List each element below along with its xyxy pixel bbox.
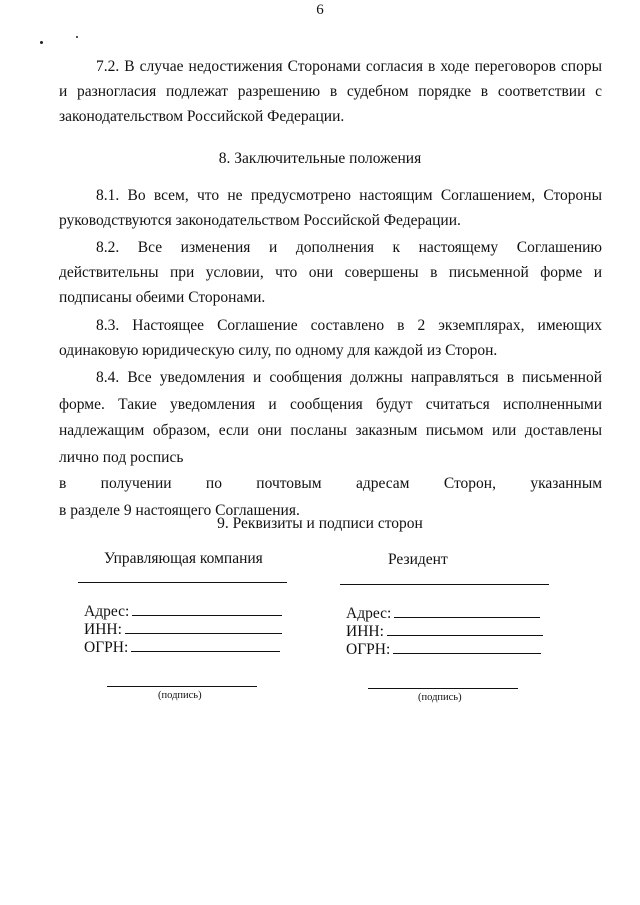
right-inn-label: ИНН: — [346, 623, 384, 640]
section-8-heading: 8. Заключительные положения — [218, 150, 422, 167]
word: почтовым — [256, 475, 322, 492]
left-ogrn-label: ОГРН: — [84, 639, 129, 656]
clause-8-4-last-line: в разделе 9 настоящего Соглашения. — [59, 501, 300, 519]
right-ogrn-field — [346, 639, 541, 660]
left-signature-caption: (подпись) — [158, 690, 202, 701]
right-ogrn-label: ОГРН: — [346, 641, 391, 658]
left-address-blank — [132, 601, 282, 616]
left-ogrn-field — [84, 637, 280, 658]
right-address-blank — [394, 603, 540, 618]
clause-8-2: 8.2. Все изменения и дополнения к настоящему Соглашению действительны при условии, что они совершены в письменной форме и подписаны обеими Сторонами. — [59, 239, 602, 306]
right-address-label: Адрес: — [346, 605, 392, 622]
clause-8-4 — [59, 365, 602, 524]
clause-8-1: 8.1. Во всем, что не предусмотрено настоящим Соглашением, Стороны руководствуются законодательством Российской Федерации. — [59, 187, 602, 229]
clause-8-4-body: 8.4. Все уведомления и сообщения должны направляться в письменной форме. Такие уведомления и сообщения будут считаться исполненными надлежащим образом, если они посланы заказным письмом или доставлены лично под роспись — [59, 369, 602, 466]
right-signature-line — [368, 688, 518, 689]
scan-speck-mark — [40, 41, 43, 44]
word: в — [59, 475, 67, 492]
word: адресам — [355, 475, 410, 492]
left-inn-label: ИНН: — [84, 621, 122, 638]
section-9-heading: 9. Реквизиты и подписи сторон — [217, 515, 423, 532]
left-inn-blank — [125, 619, 282, 634]
right-inn-blank — [387, 621, 543, 636]
left-party-name-line — [78, 582, 287, 583]
right-party-name-line — [340, 584, 549, 585]
word: получении — [100, 475, 172, 492]
right-party-title: Резидент — [388, 551, 448, 568]
left-signature-line — [107, 686, 257, 687]
right-ogrn-blank — [393, 639, 541, 654]
clause-8-3: 8.3. Настоящее Соглашение составлено в 2 экземплярах, имеющих одинаковую юридическую силу, по одному для каждой из Сторон. — [59, 317, 602, 359]
left-party-title: Управляющая компания — [104, 550, 263, 567]
clause-8-4-spread-line — [59, 471, 602, 498]
word: указанным — [530, 475, 603, 492]
left-ogrn-blank — [131, 637, 280, 652]
clause-7-2: 7.2. В случае недостижения Сторонами согласия в ходе переговоров споры и разногласия подлежат разрешению в судебном порядке в соответствии с законодательством Российской Федерации. — [59, 58, 602, 125]
left-address-label: Адрес: — [84, 603, 130, 620]
page-number: 6 — [316, 2, 324, 18]
word: Сторон, — [443, 475, 496, 492]
right-signature-caption: (подпись) — [418, 692, 462, 703]
scan-speck-mark — [76, 36, 78, 38]
word: по — [205, 475, 222, 492]
